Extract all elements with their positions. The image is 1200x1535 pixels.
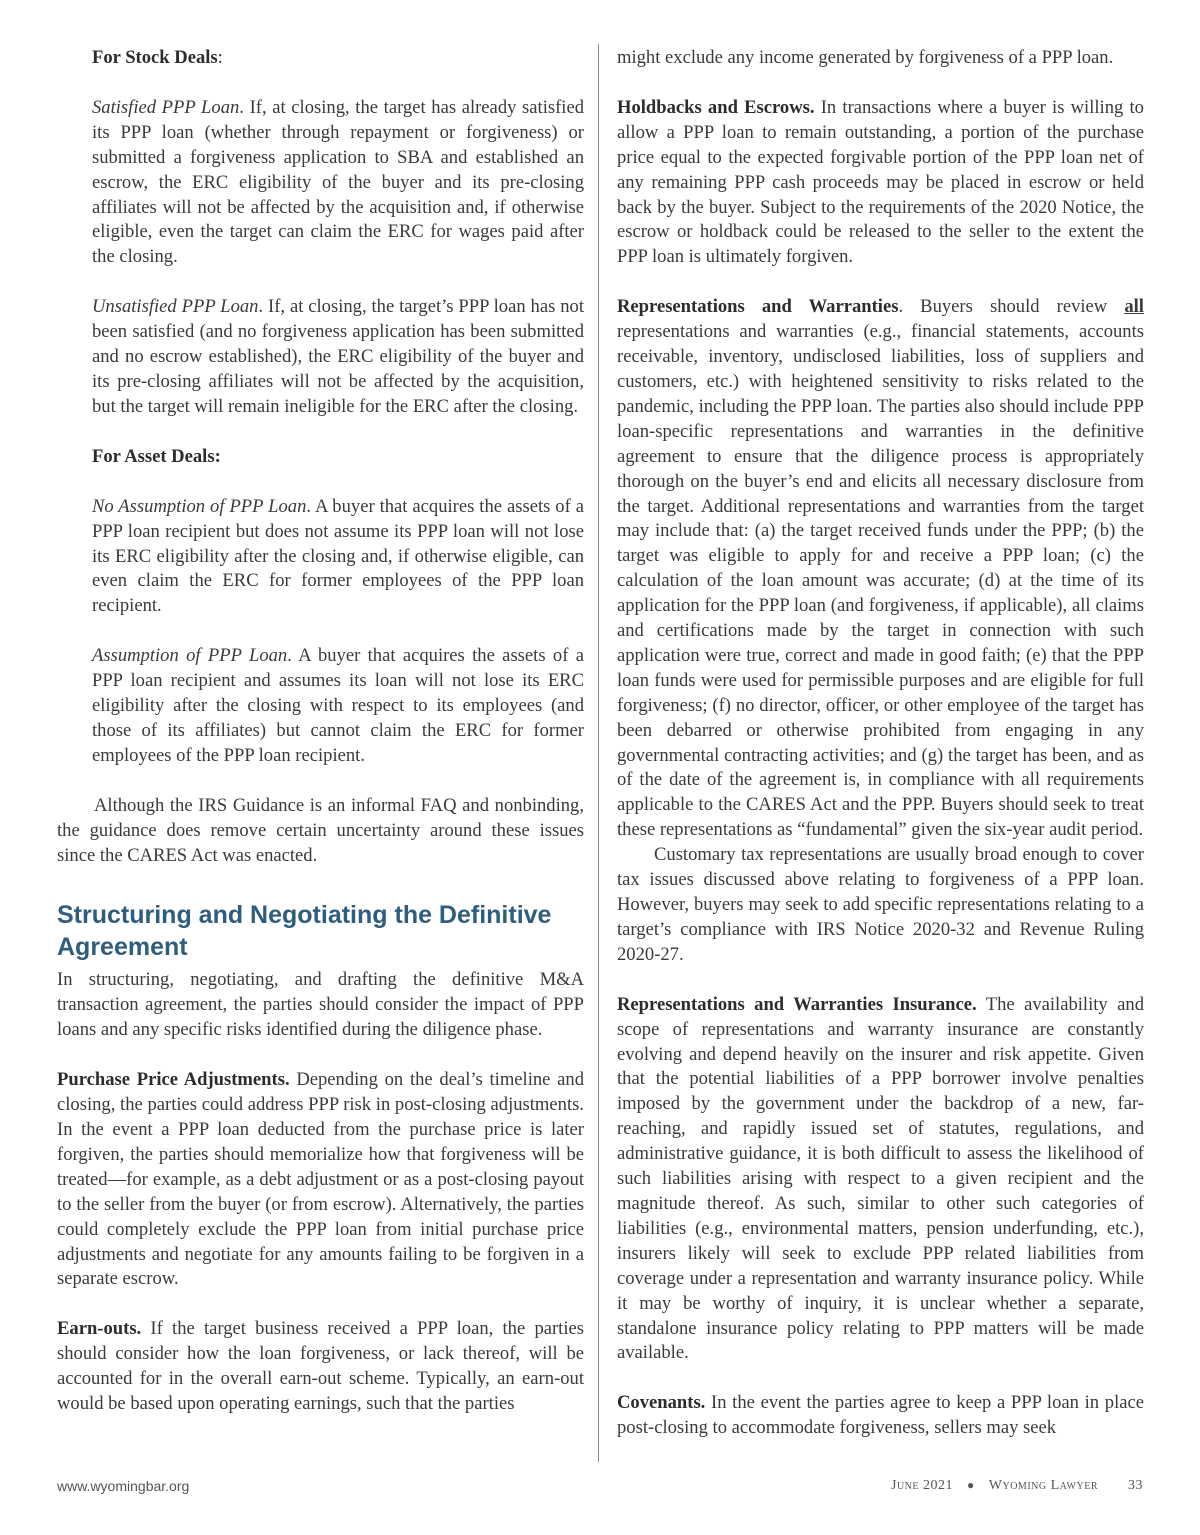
page-footer (57, 1478, 1143, 1500)
asset-deals-heading: For Asset Deals: (92, 445, 221, 467)
left-column (57, 46, 584, 1417)
footer-issue-info (891, 1478, 1143, 1494)
satisfied-ppp-lead: Satisfied PPP Loan (92, 96, 240, 118)
customary-tax-paragraph: Customary tax representations are usually broad enough to cover tax issues discussed above relating to forgiveness of a PPP loan. However, buyers may seek to add specific representations relating to a target’s compliance with IRS Notice 2020-32 and Revenue Ruling 2020-27. (617, 844, 1144, 965)
section-title: Structuring and Negotiating the Definitive Agreement (57, 901, 552, 962)
column-divider (598, 44, 599, 1462)
covenants-lead: Covenants. (617, 1392, 706, 1414)
continuation-paragraph: might exclude any income generated by forgiveness of a PPP loan. (617, 47, 1114, 68)
right-column (617, 46, 1144, 1441)
footer-bullet-icon: ● (967, 1478, 975, 1492)
structuring-paragraph: In structuring, negotiating, and drafting the definitive M&A transaction agreement, the parties should consider the impact of PPP loans and any specific risks identified during the diligence phase. (57, 969, 584, 1041)
earnouts-lead: Earn-outs. (57, 1318, 142, 1340)
irs-guidance-paragraph: Although the IRS Guidance is an informal FAQ and nonbinding, the guidance does remove certain uncertainty around these issues since the CARES Act was enacted. (57, 794, 584, 866)
satisfied-ppp-paragraph: Satisfied PPP Loan. If, at closing, the target has already satisfied its PPP loan (whether through repayment or forgiveness) or submitted a forgiveness application to SBA and established an escrow, the ERC eligibility of the buyer and its pre-closing affiliates will not be affected by the acquisition and, if otherwise eligible, even the target can claim the ERC for wages paid after the closing. (92, 96, 585, 268)
footer-date: June 2021 (891, 1478, 954, 1493)
assumption-paragraph: Assumption of PPP Loan. A buyer that acquires the assets of a PPP loan recipient and assumes its loan will not lose its ERC eligibility after the closing with respect to its employees (and those of its affiliates) but cannot claim the ERC for former employees of the PPP loan recipient. (92, 645, 584, 766)
earnouts-paragraph: Earn-outs. If the target business received a PPP loan, the parties should consider how the loan forgiveness, or lack thereof, will be accounted for in the overall earn-out scheme. Typically, an earn-out would be based upon operating earnings, such that the parties (57, 1318, 584, 1415)
emphasis-all: all (1124, 296, 1144, 318)
holdbacks-paragraph: Holdbacks and Escrows. In transactions where a buyer is willing to allow a PPP loan to remain outstanding, a portion of the purchase price equal to the expected forgivable portion of the PPP loan net of any remaining PPP cash proceeds may be placed in escrow or held back by the buyer. Subject to the requirements of the 2020 Notice, the escrow or holdback could be released to the seller to the extent the PPP loan is ultimately forgiven. (617, 96, 1144, 268)
footer-publication: Wyoming Lawyer (988, 1478, 1098, 1493)
purchase-price-paragraph: Purchase Price Adjustments. Depending on the deal’s timeline and closing, the parties could address PPP risk in post-closing adjustments. In the event a PPP loan deducted from the purchase price is later forgiven, the parties should memorialize how that forgiveness will be treated—for example, as a debt adjustment or as a post-closing payout to the seller from the buyer (or from escrow). Alternatively, the parties could completely exclude the PPP loan from initial purchase price adjustments and negotiate for any amounts failing to be forgiven in a separate escrow. (57, 1069, 584, 1290)
holdbacks-lead: Holdbacks and Escrows. (617, 96, 815, 118)
reps-warranties-lead: Representations and Warranties (617, 296, 899, 318)
purchase-price-lead: Purchase Price Adjustments. (57, 1069, 290, 1091)
unsatisfied-ppp-lead: Unsatisfied PPP Loan (92, 296, 259, 318)
reps-warranties-paragraph: Representations and Warranties. Buyers should review all representations and warranties (e.g., financial statements, accounts receivable, inventory, undisclosed liabilities, loss of suppliers and customers, etc.) with heightened sensitivity to risks related to the pandemic, including the PPP loan. The parties also should include PPP loan-specific representations and warranties in the definitive agreement to ensure that the diligence process is appropriately thorough on the buyer’s end and elicits all necessary disclosure from the target. Additional representations and warranties from the target may include that: (a) the target received funds under the PPP; (b) the target was eligible to apply for and receive a PPP loan; (c) the calculation of the loan amount was accurate; (d) at the time of its application for the PPP loan (and forgiveness, if applicable), all claims and certifications made by the target in connection with such application were true, correct and made in good faith; (e) that the PPP loan funds were used for permissible purposes and are eligible for full forgiveness; (f) no director, officer, or other employee of the target has been debarred or otherwise prohibited from engaging in any governmental contracting activities; and (g) the target has been, and as of the date of the agreement is, in compliance with all requirements applicable to the CARES Act and the PPP. Buyers should seek to treat these representations as “fundamental” given the six-year audit period. (617, 296, 1144, 841)
assumption-lead: Assumption of PPP Loan (92, 645, 288, 667)
insurance-lead: Representations and Warranties Insurance. (617, 993, 977, 1015)
stock-deals-block (57, 46, 584, 769)
footer-website-link[interactable]: www.wyomingbar.org (57, 1478, 190, 1494)
covenants-paragraph: Covenants. In the event the parties agree to keep a PPP loan in place post-closing to accommodate forgiveness, sellers may seek (617, 1392, 1144, 1439)
page-number: 33 (1128, 1478, 1143, 1493)
no-assumption-paragraph: No Assumption of PPP Loan. A buyer that acquires the assets of a PPP loan recipient but does not assume its PPP loan will not lose its ERC eligibility after the closing and, if otherwise eligible, can even claim the ERC for former employees of the PPP loan recipient. (92, 495, 584, 617)
stock-deals-heading: For Stock Deals: (92, 47, 223, 68)
unsatisfied-ppp-paragraph: Unsatisfied PPP Loan. If, at closing, the target’s PPP loan has not been satisfied (and no forgiveness application has been submitted and no escrow established), the ERC eligibility of the buyer and its pre-closing affiliates will not be affected by the acquisition, but the target will remain ineligible for the ERC after the closing. (92, 296, 584, 417)
no-assumption-lead: No Assumption of PPP Loan (92, 495, 307, 517)
insurance-paragraph: Representations and Warranties Insurance. The availability and scope of representations and warranty insurance are constantly evolving and depend heavily on the insurer and risk appetite. Given that the potential liabilities of a PPP borrower involve penalties imposed by the government under the backdrop of a new, far-reaching, and rapidly issued set of statutes, regulations, and administrative guidance, it is both difficult to assess the likelihood of such liabilities arising with respect to a given recipient and the magnitude thereof. As such, similar to other such categories of liabilities (e.g., environmental matters, pension underfunding, etc.), insurers likely will seek to exclude PPP related liabilities from coverage under a representation and warranty insurance policy. While it may be worthy of inquiry, it is unclear whether a separate, standalone insurance policy relating to PPP matters will be made available. (617, 993, 1144, 1364)
